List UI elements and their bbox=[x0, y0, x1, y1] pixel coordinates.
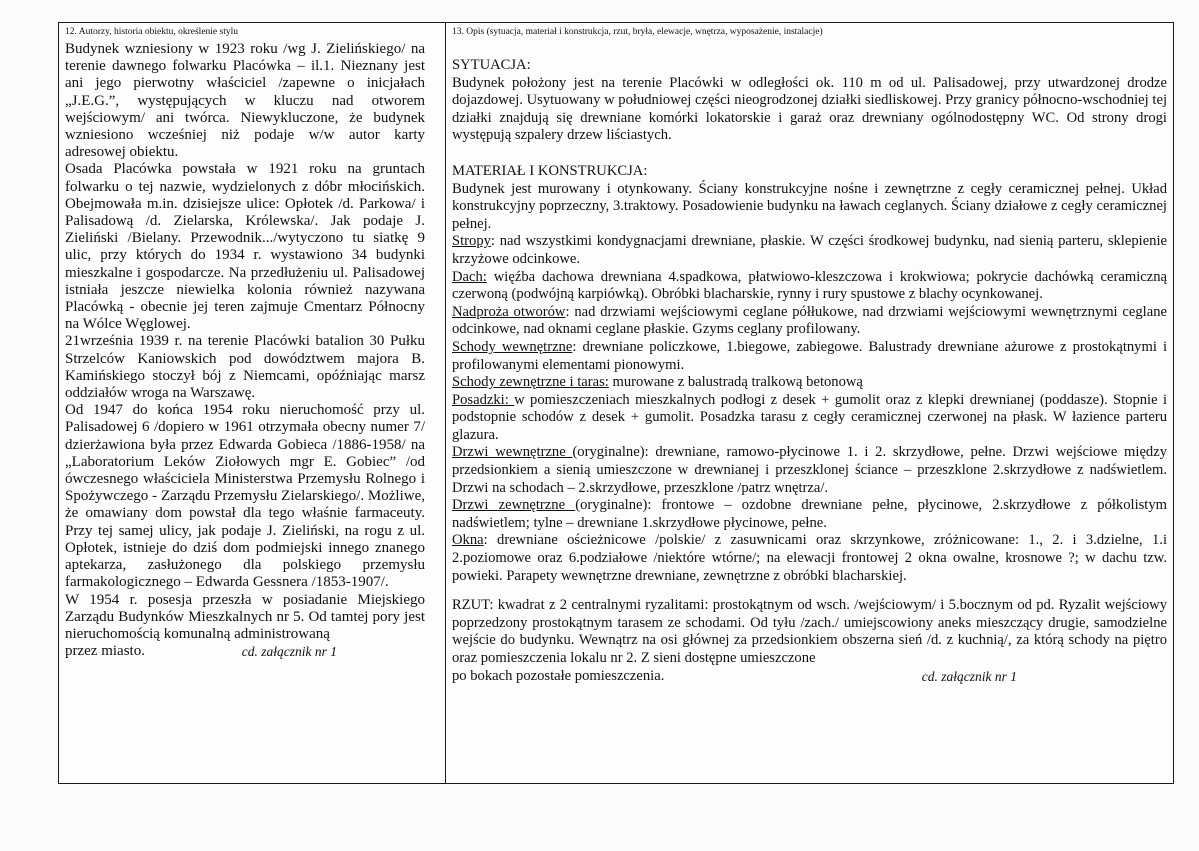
material-heading: MATERIAŁ I KONSTRUKCJA: bbox=[452, 162, 648, 179]
item-label: Schody wewnętrzne bbox=[452, 338, 573, 355]
rzut-last-text: po bokach pozostałe pomieszczenia. bbox=[452, 667, 665, 684]
item-text: w pomieszczeniach mieszkalnych podłogi z desek + gumolit oraz z klepki drewnianej (poddasze). Stopnie i podstopnie schodów z desek + gumolit. Posadzka tarasu z cegły ceramicznej czerwonej na płask. W łazience parteru glazura. bbox=[452, 391, 1168, 443]
item-label: Dach: bbox=[452, 268, 487, 285]
rzut-last-line bbox=[452, 668, 1167, 686]
item-text: nad drzwiami wejściowymi ceglane półłukowe, nad drzwiami wejściowymi wewnętrznymi ceglane odcinkowe, nad oknami ceglane płaskie. Gzyms ceglany profilowany. bbox=[452, 303, 1167, 338]
continuation-note-left: cd. załącznik nr 1 bbox=[241, 644, 337, 660]
item-label: Schody zewnętrzne i taras: bbox=[452, 374, 609, 391]
sytuacja-text: Budynek położony jest na terenie Placówki w odległości ok. 110 m od ul. Palisadowej, przy utwardzonej drodze dojazdowej. Usytuowany w południowej części nieogrodzonej działki siedliskowej. Przy granicy północno-wschodniej tej działki znajdują się drewniane komórki lokatorskie i garaż oraz drewniany ogólnodostępny WC. Od strony drogi występują szpalery drzew liściastych. bbox=[452, 74, 1167, 144]
history-paragraph-1: Budynek wzniesiony w 1923 roku /wg J. Zielińskiego/ na terenie dawnego folwarku Placówka – il.1. Nieznany jest ani jego pierwotny właściciel /zapewne o inicjałach „J.E.G.”, występujących w kluczu nad otworem wejściowym/ ani twórca. Niewykluczone, że budynek wzniesiono wcześniej niż podaje w/w autor karty adresowej obiektu. bbox=[65, 41, 425, 161]
history-paragraph-2: Osada Placówka powstała w 1921 roku na gruntach folwarku o tej nazwie, wydzielonych z dóbr młocińskich. Obejmowała m.in. dzisiejsze ulice: Opłotek /d. Parkowa/ i Palisadową /d. Zielarska, Królewska/. Jak podaje J. Zieliński /Bielany. Przewodnik.../wytyczono tu siatkę 9 ulic, przy których do 1934 r. wystawiono 34 budynki mieszkalne i gospodarcze. Na przedłużeniu ul. Palisadowej istniała jeszcze niewielka kolonia również nazywana Placówką - obecnie jej teren zajmuje Cmentarz Północny na Wólce Węglowej. bbox=[65, 161, 425, 333]
history-last-line bbox=[65, 643, 425, 660]
item-schody-zewnetrzne bbox=[452, 374, 1167, 392]
section-12-header: 12. Autorzy, historia obiektu, określenie stylu bbox=[65, 27, 238, 37]
section-13-header: 13. Opis (sytuacja, materiał i konstrukcja, rzut, bryła, elewacje, wnętrza, wyposażenie, instalacje) bbox=[452, 27, 823, 37]
item-label: Drzwi wewnętrzne bbox=[452, 444, 573, 461]
history-paragraph-4: Od 1947 do końca 1954 roku nieruchomość przy ul. Palisadowej 6 /dopiero w 1961 otrzymała obecny numer 7/ dzierżawiona była przez Edwarda Gobieca /1886-1958/ na „Laboratorium Leków Ziołowych mgr E. Gobiec” /od ówczesnego właściciela Ministerstwa Przemysłu Rolnego i Spożywczego - Zarządu Przemysłu Zielarskiego/. Możliwe, że omawiany dom powstał dla tego właśnie farmaceuty. Przy tej samej ulicy, jak podaje J. Zieliński, na rogu z ul. Opłotek, istnieje do dziś dom podmiejski innego znanego aptekarza, zasłużonego dla polskiego przemysłu farmakologicznego – Edwarda Gessnera /1853-1907/. bbox=[65, 402, 425, 591]
item-text: nad wszystkimi kondygnacjami drewniane, płaskie. W części środkowej budynku, nad sienią parteru, sklepienie krzyżowe odcinkowe. bbox=[452, 233, 1167, 267]
item-text: drewniane policzkowe, 1.biegowe, zabiegowe. Balustrady drewniane ażurowe z prostokątnymi i profilowanymi elementami pionowymi. bbox=[452, 338, 1167, 373]
item-schody-wewnetrzne: Schody wewnętrzne: drewniane policzkowe, 1.biegowe, zabiegowe. Balustrady drewniane ażurowe z prostokątnymi i profilowanymi elementami pionowymi. bbox=[452, 338, 1167, 373]
item-label: Okna bbox=[452, 532, 484, 549]
item-drzwi-zewnetrzne bbox=[452, 497, 1167, 532]
item-text: (oryginalne): drewniane, ramowo-płycinowe 1. i 2. skrzydłowe, pełne. Drzwi wejściowe między przedsionkiem a sienią umieszczone w drewnianej i przeszklonej ściance – przeszklone 2.skrzydłowe z nadświetlem. Drzwi na schodach – 2.skrzydłowe, przeszklone /patrz wnętrza/. bbox=[452, 444, 1167, 496]
item-text: drewniane ościeżnicowe /polskie/ z zasuwnicami oraz skrzynkowe, zróżnicowane: 1., 2. i 3.dzielne, 1.i 2.poziomowe oraz 6.podziałowe /niektóre wtórne/; na elewacji frontowej 2 okna owalne, krosnowe ?; w dachu tzw. powieki. Parapety wewnętrzne drewniane, zewnętrzne z obróbki blacharskiej. bbox=[452, 532, 1167, 584]
history-paragraph-5: W 1954 r. posesja przeszła w posiadanie Miejskiego Zarządu Budynków Mieszkalnych nr 5. Od tamtej pory jest nieruchomością komunalną administrowaną bbox=[65, 591, 425, 642]
item-posadzki bbox=[452, 392, 1167, 445]
right-column bbox=[452, 23, 1167, 685]
left-column bbox=[65, 23, 425, 660]
item-label: Nadproża otworów bbox=[452, 303, 566, 320]
rzut-text: RZUT: kwadrat z 2 centralnymi ryzalitami: prostokątnym od wsch. /wejściowym/ i 5.bocznym od pd. Ryzalit wejściowy poprzedzony prostokątnym tarasem ze schodami. Od tyłu /zach./ umiejscowiony aneks mieszczący drugie, samodzielne wejście do budynku. Wewnątrz na osi głównej za przedsionkiem obszerna sień /d. z kuchnią/, za którą schody na piętro oraz pomieszczenia lokalu nr 2. Z sieni dostępne umieszczone bbox=[452, 597, 1167, 666]
history-last-text: przez miasto. bbox=[65, 643, 145, 660]
sytuacja-heading: SYTUACJA: bbox=[452, 57, 531, 73]
item-label: Drzwi zewnętrzne bbox=[452, 497, 576, 514]
item-okna: Okna: drewniane ościeżnicowe /polskie/ z zasuwnicami oraz skrzynkowe, zróżnicowane: 1., 2. i 3.dzielne, 1.i 2.poziomowe oraz 6.podziałowe /niektóre wtórne/; na elewacji frontowej 2 okna owalne, krosnowe ?; w dachu tzw. powieki. Parapety wewnętrzne drewniane, zewnętrzne z obróbki blacharskiej. bbox=[452, 532, 1167, 584]
item-text: murowane z balustradą tralkową betonową bbox=[608, 374, 863, 391]
item-nadproza: Nadproża otworów: nad drzwiami wejściowymi ceglane półłukowe, nad drzwiami wejściowymi wewnętrznymi ceglane odcinkowe, nad oknami ceglane płaskie. Gzyms ceglany profilowany. bbox=[452, 303, 1167, 338]
item-text: więźba dachowa drewniana 4.spadkowa, płatwiowo-kleszczowa i krokwiowa; pokrycie dachówką ceramiczną czerwoną (podwójną karpiówką). Obróbki blacharskie, rynny i rury spustowe z blachy ocynkowanej. bbox=[452, 268, 1167, 303]
document-sheet bbox=[58, 22, 1174, 784]
column-divider bbox=[445, 23, 446, 783]
item-label: Posadzki: bbox=[452, 391, 515, 408]
history-paragraph-3: 21września 1939 r. na terenie Placówki batalion 30 Pułku Strzelców Kaniowskich pod dowództwem majora B. Kamińskiego stoczył bój z Niemcami, opóźniając marsz oddziałów wroga na Warszawę. bbox=[65, 333, 425, 402]
item-stropy: Stropy: nad wszystkimi kondygnacjami drewniane, płaskie. W części środkowej budynku, nad sienią parteru, sklepienie krzyżowe odcinkowe. bbox=[452, 233, 1167, 267]
section-13-body bbox=[452, 57, 1167, 685]
item-label: Stropy bbox=[452, 233, 491, 250]
continuation-note-right: cd. załącznik nr 1 bbox=[921, 668, 1017, 684]
item-text: (oryginalne): frontowe – ozdobne drewniane pełne, płycinowe, 2.skrzydłowe z półkolistym nadświetlem; tylne – drewniane 1.skrzydłowe płycinowe, pełne. bbox=[452, 497, 1167, 531]
item-dach bbox=[452, 269, 1167, 304]
section-12-body bbox=[65, 41, 425, 660]
item-drzwi-wewnetrzne bbox=[452, 444, 1167, 497]
material-text: Budynek jest murowany i otynkowany. Ściany konstrukcyjne nośne i zewnętrzne z cegły ceramicznej pełnej. Układ konstrukcyjny poprzeczny, 3.traktowy. Posadowienie budynku na ławach ceglanych. Ściany działowe z cegły ceramicznej pełnej. bbox=[452, 180, 1167, 232]
